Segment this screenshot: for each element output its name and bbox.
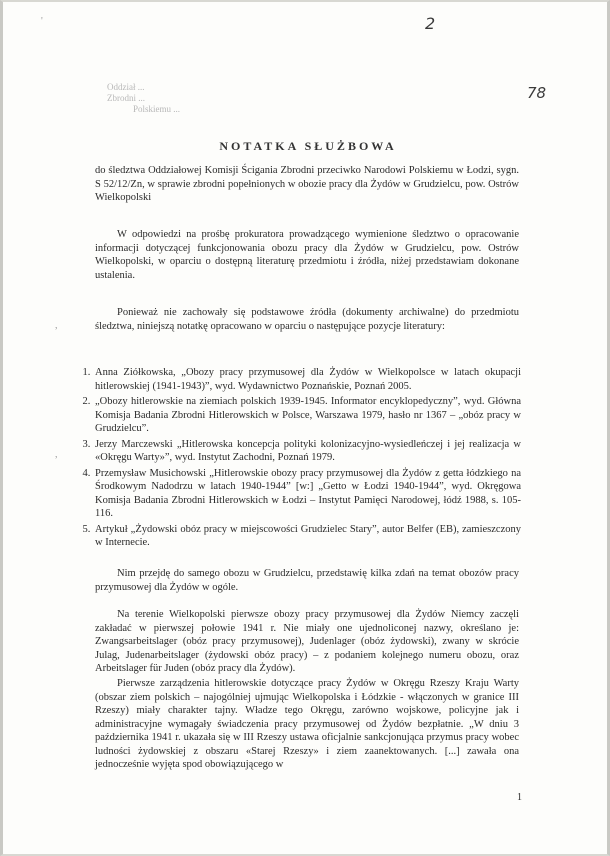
paragraph-transition: Nim przejdę do samego obozu w Grudzielcu, przedstawię kilka zdań na temat obozów pracy przymusowej dla Żydów w ogóle.: [95, 568, 519, 593]
list-item: 1. Anna Ziółkowska, „Obozy pracy przymusowej dla Żydów w Wielkopolsce w latach okupacji hitlerowskiej (1941-1943)”, wyd. Wydawnictwo Poznańskie, Poznań 2005.: [93, 366, 521, 393]
list-item: 4. Przemysław Musichowski „Hitlerowskie obozy pracy przymusowej dla Żydów z getta łódzkiego na Środkowym Nadodrzu w latach 1940-1944” [w:] „Getto w Łodzi 1940-1944”, wyd. Okręgowa Komisja Badania Zbrodni Hitlerowskich w Łodzi – Instytut Pamięci Narodowej, łódź 1988, s. 105-116.: [93, 467, 521, 521]
list-item: 2. „Obozy hitlerowskie na ziemiach polskich 1939-1945. Informator encyklopedyczny”, wyd. Główna Komisja Badania Zbrodni Hitlerowskich w Polsce, Warszawa 1979, hasło nr 1367 – „obóz pracy w Grudzielcu”.: [93, 395, 521, 436]
page-number: 1: [517, 792, 522, 803]
margin-mark: ,: [55, 320, 58, 331]
document-title: NOTATKA SŁUŻBOWA: [219, 139, 397, 153]
paragraph-camps-history: Na terenie Wielkopolski pierwsze obozy pracy przymusowej dla Żydów Niemcy zaczęli zakładać w pierwszej połowie 1941 r. Nie miały one ujednoliconej nazwy, określano je: Zwangsarbeitslager (obóz pracy przymusowej), Judenlager (obóz żydowski), zwany w skrócie Julag, Judenarbeitslager (żydowski obóz pracy) – z podaniem kolejnego numeru obozu, oraz Arbeitslager für Juden (obóz pracy dla Żydów).: [95, 609, 519, 674]
list-item: 3. Jerzy Marczewski „Hitlerowska koncepcja polityki kolonizacyjno-wysiedleńczej i jej realizacja w «Okręgu Warty»”, wyd. Instytut Zachodni, Poznań 1979.: [93, 438, 521, 465]
corner-mark: ': [41, 16, 43, 27]
stamp-line-1: Oddział ...: [107, 82, 145, 92]
list-item: 5. Artykuł „Żydowski obóz pracy w miejscowości Grudzielec Stary”, autor Belfer (EB), zamieszczony w Internecie.: [93, 523, 521, 550]
margin-mark: ,: [55, 449, 58, 460]
stamp-line-3: Polskiemu ...: [133, 104, 181, 114]
handwritten-folio-number: 78: [527, 84, 547, 102]
intro-paragraph: do śledztwa Oddziałowej Komisji Ścigania Zbrodni przeciwko Narodowi Polskiemu w Łodzi, sygn. S 52/12/Zn, w sprawie zbrodni popełnionych w obozie pracy dla Żydów w Grudzielcu, pow. Ostrów Wielkopolski: [95, 165, 519, 203]
paragraph-regulations: Pierwsze zarządzenia hitlerowskie dotyczące pracy Żydów w Okręgu Rzeszy Kraju Warty (obszar ziem polskich – najogólniej ujmując Wielkopolska i Łódzkie - włączonych w granice III Rzeszy) miały charakter tajny. Władze tego Okręgu, zarówno wojskowe, policyjne jak i administracyjne wymagały świadczenia pracy przymusowej od Żydów bezpłatnie. „W dniu 3 października 1941 r. ukazała się w III Rzeszy ustawa oficjalnie sankcjonująca przymus pracy wobec ludności żydowskiej z obszaru «Starej Rzeszy» i ziem zaanektowanych. [...] zawała ona jednocześnie wyjęta spod obowiązującego w: [95, 678, 519, 770]
reference-list: [67, 366, 521, 552]
faded-stamp: [107, 82, 180, 115]
stamp-line-2: Zbrodni ...: [107, 93, 145, 103]
paragraph-request: W odpowiedzi na prośbę prokuratora prowadzącego wymienione śledztwo o opracowanie informacji dotyczącej funkcjonowania obozu pracy dla Żydów w Grudzielcu, pow. Ostrów Wielkopolski, w oparciu o dostępną literaturę przedmiotu i źródła, niżej przedstawiam dokonane ustalenia.: [95, 229, 519, 281]
handwritten-top-number: 2: [425, 14, 436, 33]
paragraph-sources: Ponieważ nie zachowały się podstawowe źródła (dokumenty archiwalne) do przedmiotu śledztwa, niniejszą notatkę opracowano w oparciu o następujące pozycje literatury:: [95, 307, 519, 332]
